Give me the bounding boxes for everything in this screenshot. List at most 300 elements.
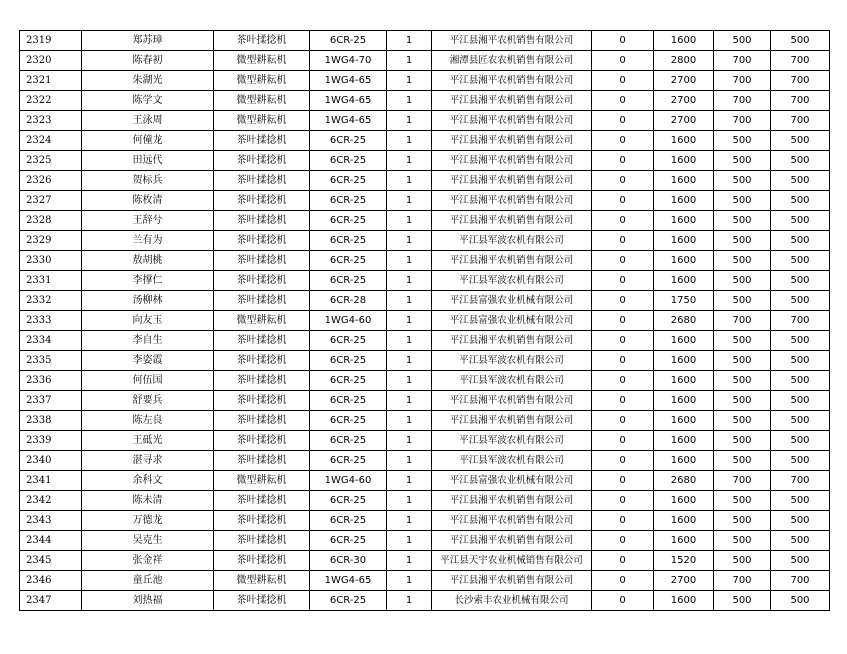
owner-name-cell: 张金祥 bbox=[82, 551, 214, 571]
price-cell: 1600 bbox=[654, 371, 714, 391]
quantity-cell: 1 bbox=[387, 31, 432, 51]
table-row bbox=[20, 251, 830, 271]
subsidy-cell: 500 bbox=[714, 131, 771, 151]
zero-cell: 0 bbox=[592, 491, 654, 511]
row-number-cell: 2343 bbox=[20, 511, 82, 531]
table-row bbox=[20, 151, 830, 171]
machine-type-cell: 微型耕耘机 bbox=[214, 71, 310, 91]
owner-name-cell: 汤柳林 bbox=[82, 291, 214, 311]
subsidy-total-cell: 500 bbox=[771, 391, 830, 411]
zero-cell: 0 bbox=[592, 331, 654, 351]
subsidy-total-cell: 500 bbox=[771, 151, 830, 171]
table-row bbox=[20, 331, 830, 351]
owner-name-cell: 兰有为 bbox=[82, 231, 214, 251]
quantity-cell: 1 bbox=[387, 531, 432, 551]
owner-name-cell: 余科文 bbox=[82, 471, 214, 491]
zero-cell: 0 bbox=[592, 91, 654, 111]
subsidy-cell: 500 bbox=[714, 31, 771, 51]
model-cell: 6CR-25 bbox=[310, 511, 387, 531]
zero-cell: 0 bbox=[592, 531, 654, 551]
zero-cell: 0 bbox=[592, 551, 654, 571]
zero-cell: 0 bbox=[592, 411, 654, 431]
owner-name-cell: 敖胡桃 bbox=[82, 251, 214, 271]
zero-cell: 0 bbox=[592, 591, 654, 611]
subsidy-total-cell: 500 bbox=[771, 411, 830, 431]
zero-cell: 0 bbox=[592, 231, 654, 251]
machine-type-cell: 茶叶揉捻机 bbox=[214, 331, 310, 351]
subsidy-cell: 500 bbox=[714, 331, 771, 351]
machine-type-cell: 茶叶揉捻机 bbox=[214, 451, 310, 471]
zero-cell: 0 bbox=[592, 391, 654, 411]
subsidy-cell: 500 bbox=[714, 491, 771, 511]
subsidy-cell: 700 bbox=[714, 51, 771, 71]
row-number-cell: 2333 bbox=[20, 311, 82, 331]
subsidy-total-cell: 500 bbox=[771, 191, 830, 211]
model-cell: 6CR-25 bbox=[310, 531, 387, 551]
subsidy-cell: 500 bbox=[714, 251, 771, 271]
machine-type-cell: 茶叶揉捻机 bbox=[214, 231, 310, 251]
row-number-cell: 2337 bbox=[20, 391, 82, 411]
subsidy-cell: 500 bbox=[714, 411, 771, 431]
subsidy-cell: 700 bbox=[714, 91, 771, 111]
owner-name-cell: 吴克生 bbox=[82, 531, 214, 551]
row-number-cell: 2331 bbox=[20, 271, 82, 291]
quantity-cell: 1 bbox=[387, 251, 432, 271]
model-cell: 1WG4-60 bbox=[310, 471, 387, 491]
zero-cell: 0 bbox=[592, 371, 654, 391]
row-number-cell: 2326 bbox=[20, 171, 82, 191]
quantity-cell: 1 bbox=[387, 591, 432, 611]
price-cell: 1600 bbox=[654, 511, 714, 531]
price-cell: 2680 bbox=[654, 311, 714, 331]
zero-cell: 0 bbox=[592, 291, 654, 311]
subsidy-cell: 500 bbox=[714, 591, 771, 611]
subsidy-cell: 500 bbox=[714, 211, 771, 231]
owner-name-cell: 湛寻求 bbox=[82, 451, 214, 471]
machine-type-cell: 茶叶揉捻机 bbox=[214, 391, 310, 411]
dealer-cell: 平江县湘平农机销售有限公司 bbox=[432, 411, 592, 431]
table-row bbox=[20, 211, 830, 231]
price-cell: 1750 bbox=[654, 291, 714, 311]
subsidy-cell: 500 bbox=[714, 191, 771, 211]
machine-type-cell: 茶叶揉捻机 bbox=[214, 131, 310, 151]
row-number-cell: 2324 bbox=[20, 131, 82, 151]
price-cell: 1600 bbox=[654, 531, 714, 551]
subsidy-total-cell: 500 bbox=[771, 371, 830, 391]
row-number-cell: 2347 bbox=[20, 591, 82, 611]
zero-cell: 0 bbox=[592, 351, 654, 371]
row-number-cell: 2321 bbox=[20, 71, 82, 91]
machine-type-cell: 茶叶揉捻机 bbox=[214, 411, 310, 431]
zero-cell: 0 bbox=[592, 71, 654, 91]
table-row bbox=[20, 411, 830, 431]
table-row bbox=[20, 391, 830, 411]
owner-name-cell: 刘热福 bbox=[82, 591, 214, 611]
model-cell: 1WG4-65 bbox=[310, 571, 387, 591]
dealer-cell: 平江县军波农机有限公司 bbox=[432, 271, 592, 291]
dealer-cell: 平江县湘平农机销售有限公司 bbox=[432, 171, 592, 191]
model-cell: 1WG4-65 bbox=[310, 71, 387, 91]
subsidy-cell: 500 bbox=[714, 271, 771, 291]
machine-type-cell: 微型耕耘机 bbox=[214, 111, 310, 131]
subsidy-total-cell: 500 bbox=[771, 291, 830, 311]
subsidy-total-cell: 700 bbox=[771, 311, 830, 331]
machine-type-cell: 茶叶揉捻机 bbox=[214, 591, 310, 611]
price-cell: 1600 bbox=[654, 591, 714, 611]
row-number-cell: 2328 bbox=[20, 211, 82, 231]
quantity-cell: 1 bbox=[387, 231, 432, 251]
owner-name-cell: 王泳周 bbox=[82, 111, 214, 131]
zero-cell: 0 bbox=[592, 511, 654, 531]
subsidy-cell: 500 bbox=[714, 531, 771, 551]
dealer-cell: 湘潭县匠农农机销售有限公司 bbox=[432, 51, 592, 71]
model-cell: 6CR-25 bbox=[310, 411, 387, 431]
zero-cell: 0 bbox=[592, 211, 654, 231]
price-cell: 1600 bbox=[654, 391, 714, 411]
model-cell: 6CR-25 bbox=[310, 371, 387, 391]
machine-type-cell: 茶叶揉捻机 bbox=[214, 191, 310, 211]
row-number-cell: 2329 bbox=[20, 231, 82, 251]
owner-name-cell: 童丘池 bbox=[82, 571, 214, 591]
subsidy-total-cell: 700 bbox=[771, 71, 830, 91]
owner-name-cell: 何僮龙 bbox=[82, 131, 214, 151]
quantity-cell: 1 bbox=[387, 91, 432, 111]
price-cell: 1600 bbox=[654, 191, 714, 211]
quantity-cell: 1 bbox=[387, 211, 432, 231]
quantity-cell: 1 bbox=[387, 311, 432, 331]
quantity-cell: 1 bbox=[387, 171, 432, 191]
table-row bbox=[20, 311, 830, 331]
owner-name-cell: 向友玉 bbox=[82, 311, 214, 331]
subsidy-total-cell: 500 bbox=[771, 511, 830, 531]
owner-name-cell: 陈春初 bbox=[82, 51, 214, 71]
machine-type-cell: 茶叶揉捻机 bbox=[214, 551, 310, 571]
subsidy-total-cell: 500 bbox=[771, 491, 830, 511]
zero-cell: 0 bbox=[592, 151, 654, 171]
table-row bbox=[20, 51, 830, 71]
dealer-cell: 平江县富强农业机械有限公司 bbox=[432, 311, 592, 331]
dealer-cell: 平江县湘平农机销售有限公司 bbox=[432, 571, 592, 591]
machine-type-cell: 微型耕耘机 bbox=[214, 91, 310, 111]
quantity-cell: 1 bbox=[387, 551, 432, 571]
row-number-cell: 2341 bbox=[20, 471, 82, 491]
table-row bbox=[20, 551, 830, 571]
subsidy-cell: 700 bbox=[714, 311, 771, 331]
quantity-cell: 1 bbox=[387, 451, 432, 471]
subsidy-cell: 500 bbox=[714, 431, 771, 451]
model-cell: 6CR-25 bbox=[310, 131, 387, 151]
machine-type-cell: 茶叶揉捻机 bbox=[214, 371, 310, 391]
subsidy-cell: 500 bbox=[714, 551, 771, 571]
zero-cell: 0 bbox=[592, 311, 654, 331]
dealer-cell: 平江县富强农业机械有限公司 bbox=[432, 471, 592, 491]
table-row bbox=[20, 591, 830, 611]
machine-type-cell: 茶叶揉捻机 bbox=[214, 351, 310, 371]
price-cell: 2700 bbox=[654, 71, 714, 91]
price-cell: 1600 bbox=[654, 271, 714, 291]
quantity-cell: 1 bbox=[387, 471, 432, 491]
subsidy-total-cell: 500 bbox=[771, 251, 830, 271]
price-cell: 1600 bbox=[654, 231, 714, 251]
zero-cell: 0 bbox=[592, 431, 654, 451]
owner-name-cell: 田远代 bbox=[82, 151, 214, 171]
owner-name-cell: 郑苏璋 bbox=[82, 31, 214, 51]
subsidy-total-cell: 700 bbox=[771, 471, 830, 491]
quantity-cell: 1 bbox=[387, 371, 432, 391]
row-number-cell: 2339 bbox=[20, 431, 82, 451]
owner-name-cell: 陈左良 bbox=[82, 411, 214, 431]
zero-cell: 0 bbox=[592, 571, 654, 591]
subsidy-total-cell: 700 bbox=[771, 51, 830, 71]
owner-name-cell: 舒要兵 bbox=[82, 391, 214, 411]
row-number-cell: 2330 bbox=[20, 251, 82, 271]
zero-cell: 0 bbox=[592, 191, 654, 211]
table-row bbox=[20, 111, 830, 131]
price-cell: 1600 bbox=[654, 411, 714, 431]
quantity-cell: 1 bbox=[387, 131, 432, 151]
table-row bbox=[20, 571, 830, 591]
subsidy-total-cell: 500 bbox=[771, 431, 830, 451]
table-row bbox=[20, 451, 830, 471]
owner-name-cell: 王辞兮 bbox=[82, 211, 214, 231]
dealer-cell: 平江县军波农机有限公司 bbox=[432, 231, 592, 251]
dealer-cell: 平江县湘平农机销售有限公司 bbox=[432, 391, 592, 411]
model-cell: 6CR-25 bbox=[310, 431, 387, 451]
table-row bbox=[20, 511, 830, 531]
dealer-cell: 平江县湘平农机销售有限公司 bbox=[432, 111, 592, 131]
subsidy-total-cell: 500 bbox=[771, 331, 830, 351]
dealer-cell: 平江县军波农机有限公司 bbox=[432, 431, 592, 451]
model-cell: 6CR-28 bbox=[310, 291, 387, 311]
table-row bbox=[20, 91, 830, 111]
row-number-cell: 2344 bbox=[20, 531, 82, 551]
price-cell: 1600 bbox=[654, 491, 714, 511]
table-row bbox=[20, 291, 830, 311]
price-cell: 1600 bbox=[654, 171, 714, 191]
table-row bbox=[20, 271, 830, 291]
table-row bbox=[20, 131, 830, 151]
model-cell: 6CR-25 bbox=[310, 351, 387, 371]
row-number-cell: 2322 bbox=[20, 91, 82, 111]
machine-type-cell: 茶叶揉捻机 bbox=[214, 511, 310, 531]
zero-cell: 0 bbox=[592, 131, 654, 151]
table-row bbox=[20, 191, 830, 211]
model-cell: 6CR-30 bbox=[310, 551, 387, 571]
table-row bbox=[20, 351, 830, 371]
price-cell: 2700 bbox=[654, 91, 714, 111]
model-cell: 6CR-25 bbox=[310, 271, 387, 291]
subsidy-total-cell: 700 bbox=[771, 111, 830, 131]
machine-type-cell: 微型耕耘机 bbox=[214, 471, 310, 491]
price-cell: 1600 bbox=[654, 151, 714, 171]
model-cell: 6CR-25 bbox=[310, 211, 387, 231]
dealer-cell: 平江县湘平农机销售有限公司 bbox=[432, 511, 592, 531]
row-number-cell: 2338 bbox=[20, 411, 82, 431]
table-row bbox=[20, 31, 830, 51]
model-cell: 6CR-25 bbox=[310, 391, 387, 411]
price-cell: 1600 bbox=[654, 331, 714, 351]
machine-type-cell: 茶叶揉捻机 bbox=[214, 151, 310, 171]
subsidy-total-cell: 500 bbox=[771, 551, 830, 571]
subsidy-total-cell: 500 bbox=[771, 531, 830, 551]
row-number-cell: 2325 bbox=[20, 151, 82, 171]
quantity-cell: 1 bbox=[387, 271, 432, 291]
zero-cell: 0 bbox=[592, 171, 654, 191]
owner-name-cell: 万德龙 bbox=[82, 511, 214, 531]
subsidy-cell: 700 bbox=[714, 111, 771, 131]
price-cell: 2680 bbox=[654, 471, 714, 491]
price-cell: 1600 bbox=[654, 451, 714, 471]
subsidy-total-cell: 500 bbox=[771, 171, 830, 191]
machine-type-cell: 茶叶揉捻机 bbox=[214, 171, 310, 191]
zero-cell: 0 bbox=[592, 451, 654, 471]
row-number-cell: 2334 bbox=[20, 331, 82, 351]
model-cell: 6CR-25 bbox=[310, 171, 387, 191]
subsidy-total-cell: 500 bbox=[771, 231, 830, 251]
owner-name-cell: 王砥光 bbox=[82, 431, 214, 451]
machine-type-cell: 微型耕耘机 bbox=[214, 51, 310, 71]
dealer-cell: 平江县湘平农机销售有限公司 bbox=[432, 331, 592, 351]
subsidy-cell: 500 bbox=[714, 511, 771, 531]
dealer-cell: 平江县富强农业机械有限公司 bbox=[432, 291, 592, 311]
model-cell: 1WG4-65 bbox=[310, 91, 387, 111]
subsidy-total-cell: 500 bbox=[771, 31, 830, 51]
row-number-cell: 2320 bbox=[20, 51, 82, 71]
owner-name-cell: 陈枚清 bbox=[82, 191, 214, 211]
subsidy-total-cell: 500 bbox=[771, 131, 830, 151]
data-table bbox=[19, 30, 830, 611]
zero-cell: 0 bbox=[592, 271, 654, 291]
machine-type-cell: 茶叶揉捻机 bbox=[214, 211, 310, 231]
owner-name-cell: 朱湖光 bbox=[82, 71, 214, 91]
row-number-cell: 2335 bbox=[20, 351, 82, 371]
owner-name-cell: 贺标兵 bbox=[82, 171, 214, 191]
model-cell: 6CR-25 bbox=[310, 451, 387, 471]
price-cell: 2700 bbox=[654, 111, 714, 131]
machine-type-cell: 茶叶揉捻机 bbox=[214, 251, 310, 271]
quantity-cell: 1 bbox=[387, 111, 432, 131]
table-row bbox=[20, 171, 830, 191]
row-number-cell: 2332 bbox=[20, 291, 82, 311]
row-number-cell: 2345 bbox=[20, 551, 82, 571]
subsidy-cell: 500 bbox=[714, 291, 771, 311]
model-cell: 6CR-25 bbox=[310, 331, 387, 351]
owner-name-cell: 李姿霞 bbox=[82, 351, 214, 371]
subsidy-total-cell: 700 bbox=[771, 91, 830, 111]
quantity-cell: 1 bbox=[387, 191, 432, 211]
dealer-cell: 长沙索丰农业机械有限公司 bbox=[432, 591, 592, 611]
dealer-cell: 平江县湘平农机销售有限公司 bbox=[432, 251, 592, 271]
model-cell: 1WG4-65 bbox=[310, 111, 387, 131]
model-cell: 6CR-25 bbox=[310, 491, 387, 511]
subsidy-cell: 500 bbox=[714, 451, 771, 471]
subsidy-cell: 500 bbox=[714, 171, 771, 191]
quantity-cell: 1 bbox=[387, 571, 432, 591]
dealer-cell: 平江县天宇农业机械销售有限公司 bbox=[432, 551, 592, 571]
price-cell: 1520 bbox=[654, 551, 714, 571]
model-cell: 6CR-25 bbox=[310, 591, 387, 611]
subsidy-total-cell: 500 bbox=[771, 451, 830, 471]
quantity-cell: 1 bbox=[387, 431, 432, 451]
subsidy-cell: 700 bbox=[714, 571, 771, 591]
dealer-cell: 平江县湘平农机销售有限公司 bbox=[432, 191, 592, 211]
price-cell: 1600 bbox=[654, 351, 714, 371]
table-row bbox=[20, 231, 830, 251]
quantity-cell: 1 bbox=[387, 331, 432, 351]
quantity-cell: 1 bbox=[387, 71, 432, 91]
dealer-cell: 平江县湘平农机销售有限公司 bbox=[432, 491, 592, 511]
machine-type-cell: 茶叶揉捻机 bbox=[214, 271, 310, 291]
zero-cell: 0 bbox=[592, 471, 654, 491]
machine-type-cell: 茶叶揉捻机 bbox=[214, 531, 310, 551]
dealer-cell: 平江县湘平农机销售有限公司 bbox=[432, 71, 592, 91]
model-cell: 6CR-25 bbox=[310, 31, 387, 51]
row-number-cell: 2319 bbox=[20, 31, 82, 51]
model-cell: 1WG4-70 bbox=[310, 51, 387, 71]
quantity-cell: 1 bbox=[387, 411, 432, 431]
subsidy-cell: 500 bbox=[714, 151, 771, 171]
zero-cell: 0 bbox=[592, 251, 654, 271]
machine-type-cell: 茶叶揉捻机 bbox=[214, 491, 310, 511]
model-cell: 6CR-25 bbox=[310, 231, 387, 251]
table-row bbox=[20, 531, 830, 551]
dealer-cell: 平江县湘平农机销售有限公司 bbox=[432, 531, 592, 551]
quantity-cell: 1 bbox=[387, 291, 432, 311]
dealer-cell: 平江县湘平农机销售有限公司 bbox=[432, 151, 592, 171]
zero-cell: 0 bbox=[592, 31, 654, 51]
dealer-cell: 平江县湘平农机销售有限公司 bbox=[432, 211, 592, 231]
model-cell: 6CR-25 bbox=[310, 191, 387, 211]
owner-name-cell: 何伍国 bbox=[82, 371, 214, 391]
quantity-cell: 1 bbox=[387, 511, 432, 531]
subsidy-cell: 700 bbox=[714, 471, 771, 491]
table-row bbox=[20, 431, 830, 451]
price-cell: 2700 bbox=[654, 571, 714, 591]
table-row bbox=[20, 371, 830, 391]
table-row bbox=[20, 71, 830, 91]
dealer-cell: 平江县军波农机有限公司 bbox=[432, 451, 592, 471]
row-number-cell: 2327 bbox=[20, 191, 82, 211]
owner-name-cell: 陈未清 bbox=[82, 491, 214, 511]
subsidy-total-cell: 500 bbox=[771, 211, 830, 231]
subsidy-total-cell: 700 bbox=[771, 571, 830, 591]
owner-name-cell: 陈学文 bbox=[82, 91, 214, 111]
table-body bbox=[20, 31, 830, 611]
subsidy-total-cell: 500 bbox=[771, 271, 830, 291]
quantity-cell: 1 bbox=[387, 391, 432, 411]
table-row bbox=[20, 471, 830, 491]
row-number-cell: 2346 bbox=[20, 571, 82, 591]
row-number-cell: 2340 bbox=[20, 451, 82, 471]
price-cell: 1600 bbox=[654, 211, 714, 231]
quantity-cell: 1 bbox=[387, 51, 432, 71]
subsidy-cell: 500 bbox=[714, 371, 771, 391]
model-cell: 6CR-25 bbox=[310, 151, 387, 171]
subsidy-cell: 500 bbox=[714, 391, 771, 411]
machine-type-cell: 茶叶揉捻机 bbox=[214, 291, 310, 311]
row-number-cell: 2336 bbox=[20, 371, 82, 391]
dealer-cell: 平江县湘平农机销售有限公司 bbox=[432, 91, 592, 111]
dealer-cell: 平江县湘平农机销售有限公司 bbox=[432, 131, 592, 151]
price-cell: 1600 bbox=[654, 431, 714, 451]
dealer-cell: 平江县湘平农机销售有限公司 bbox=[432, 31, 592, 51]
quantity-cell: 1 bbox=[387, 151, 432, 171]
subsidy-cell: 700 bbox=[714, 71, 771, 91]
machine-type-cell: 茶叶揉捻机 bbox=[214, 431, 310, 451]
machine-type-cell: 茶叶揉捻机 bbox=[214, 31, 310, 51]
subsidy-cell: 500 bbox=[714, 351, 771, 371]
dealer-cell: 平江县军波农机有限公司 bbox=[432, 371, 592, 391]
